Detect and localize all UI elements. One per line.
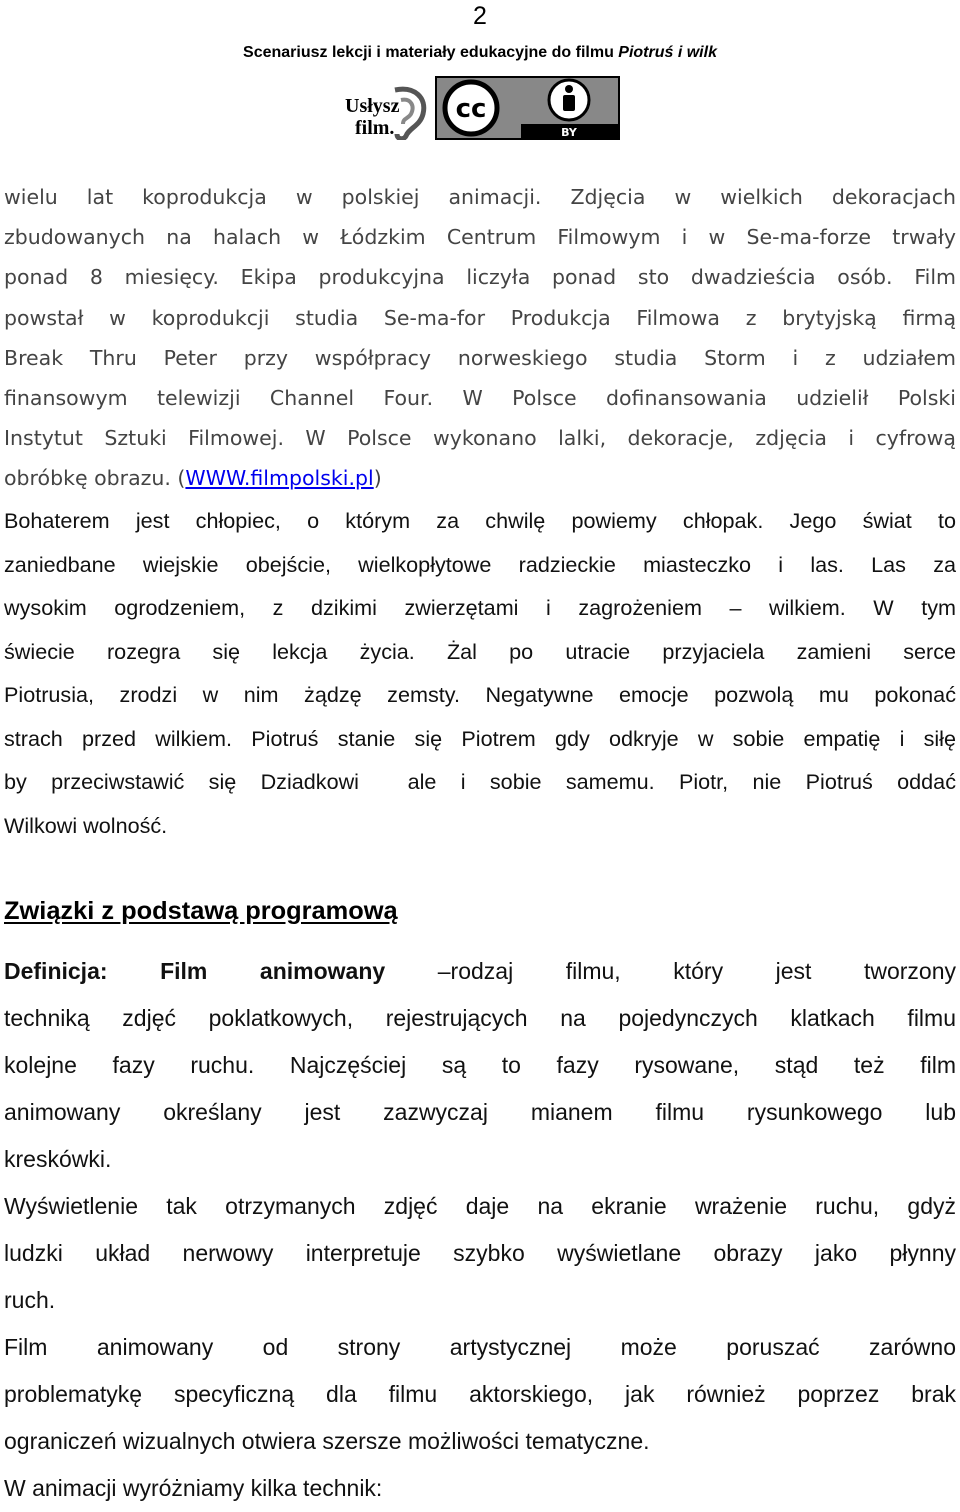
text-line: animowany określany jest zazwyczaj mianem filmu rysunkowego lub — [4, 1099, 956, 1125]
text-line: świecie rozegra się lekcja życia. Żal po utracie przyjaciela zamieni serce — [4, 638, 956, 664]
header-title-text: Scenariusz lekcji i materiały edukacyjne do filmu — [243, 44, 619, 61]
text-line: kreskówki. — [4, 1146, 112, 1172]
text-line: ludzki układ nerwowy interpretuje szybko wyświetlane obrazy jako płynny — [4, 1240, 956, 1266]
ear-icon — [343, 84, 429, 140]
section-heading: Związki z podstawą programową — [4, 897, 398, 925]
text-line: kolejne fazy ruchu. Najczęściej są to fazy rysowane, stąd też film — [4, 1052, 956, 1078]
text-fragment: ) — [373, 466, 382, 491]
protagonist-paragraph — [4, 499, 956, 847]
film-production-paragraph — [4, 177, 956, 499]
page-number: 2 — [473, 2, 487, 30]
text-line: ponad 8 miesięcy. Ekipa produkcyjna liczyła ponad sto dwadzieścia osób. Film — [4, 265, 956, 290]
text-line — [4, 458, 956, 498]
text-line: ruch. — [4, 1287, 56, 1313]
cc-icon-text: cc — [455, 94, 487, 124]
text-line: W animacji wyróżniamy kilka technik: — [4, 1475, 383, 1501]
text-line: ograniczeń wizualnych otwiera szersze możliwości tematyczne. — [4, 1428, 650, 1454]
creative-commons-by-logo — [435, 76, 620, 140]
definition-term: Film animowany — [160, 958, 386, 984]
text-line: powstał w koprodukcji studia Se-ma-for Produkcja Filmowa z brytyjską firmą — [4, 305, 956, 330]
header-film-title: Piotruś i wilk — [618, 44, 717, 61]
logo-film-word: film. — [355, 117, 395, 139]
text-line: Wilkowi wolność. — [4, 812, 168, 838]
logo-uslysz-word: Usłysz — [345, 95, 400, 117]
text-line: Wyświetlenie tak otrzymanych zdjęć daje na ekranie wrażenie ruchu, gdyż — [4, 1193, 956, 1219]
text-line: problematykę specyficzną dla filmu aktorskiego, jak również poprzez brak — [4, 1381, 956, 1407]
text-line: techniką zdjęć poklatkowych, rejestrujących na pojedynczych klatkach filmu — [4, 1005, 956, 1031]
text-line: Piotrusia, zrodzi w nim żądzę zemsty. Negatywne emocje pozwolą mu pokonać — [4, 682, 956, 707]
text-line: Break Thru Peter przy współpracy norweskiego studia Storm i z udziałem — [4, 345, 956, 370]
text-line: finansowym telewizji Channel Four. W Polsce dofinansowania udzielił Polski — [4, 386, 956, 411]
text-line: wielu lat koprodukcja w polskiej animacji. Zdjęcia w wielkich dekoracjach — [4, 185, 956, 209]
text-line: by przeciwstawić się Dziadkowi ale i sobie samemu. Piotr, nie Piotruś oddać — [4, 769, 956, 794]
text-line: zbudowanych na halach w Łódzkim Centrum Filmowym i w Se-ma-forze trwały — [4, 225, 956, 250]
header-logos — [343, 76, 620, 140]
text-line: zaniedbane wiejskie obejście, wielkopłytowe radzieckie miasteczko i las. Las za — [4, 551, 956, 577]
filmpolski-link[interactable]: WWW.filmpolski.pl — [185, 466, 374, 491]
text-fragment: obróbkę obrazu. ( — [4, 466, 186, 491]
definition-label: Definicja: — [4, 958, 108, 984]
text-line: Film animowany od strony artystycznej może poruszać zarówno — [4, 1334, 956, 1360]
text-line: Bohaterem jest chłopiec, o którym za chwilę powiemy chłopak. Jego świat to — [4, 508, 956, 533]
text-line: strach przed wilkiem. Piotruś stanie się Piotrem gdy odkryje w sobie empatię i siłę — [4, 725, 956, 751]
uslysz-film-logo — [343, 84, 429, 140]
by-label: BY — [561, 126, 577, 139]
definition-section — [4, 948, 956, 1512]
text-line: wysokim ogrodzeniem, z dzikimi zwierzętami i zagrożeniem – wilkiem. W tym — [4, 595, 956, 620]
text-line: Instytut Sztuki Filmowej. W Polsce wykonano lalki, dekoracje, zdjęcia i cyfrową — [4, 426, 956, 451]
definition-line — [4, 948, 956, 995]
header-title — [0, 44, 960, 62]
definition-text: –rodzaj filmu, który jest tworzony — [385, 958, 956, 984]
